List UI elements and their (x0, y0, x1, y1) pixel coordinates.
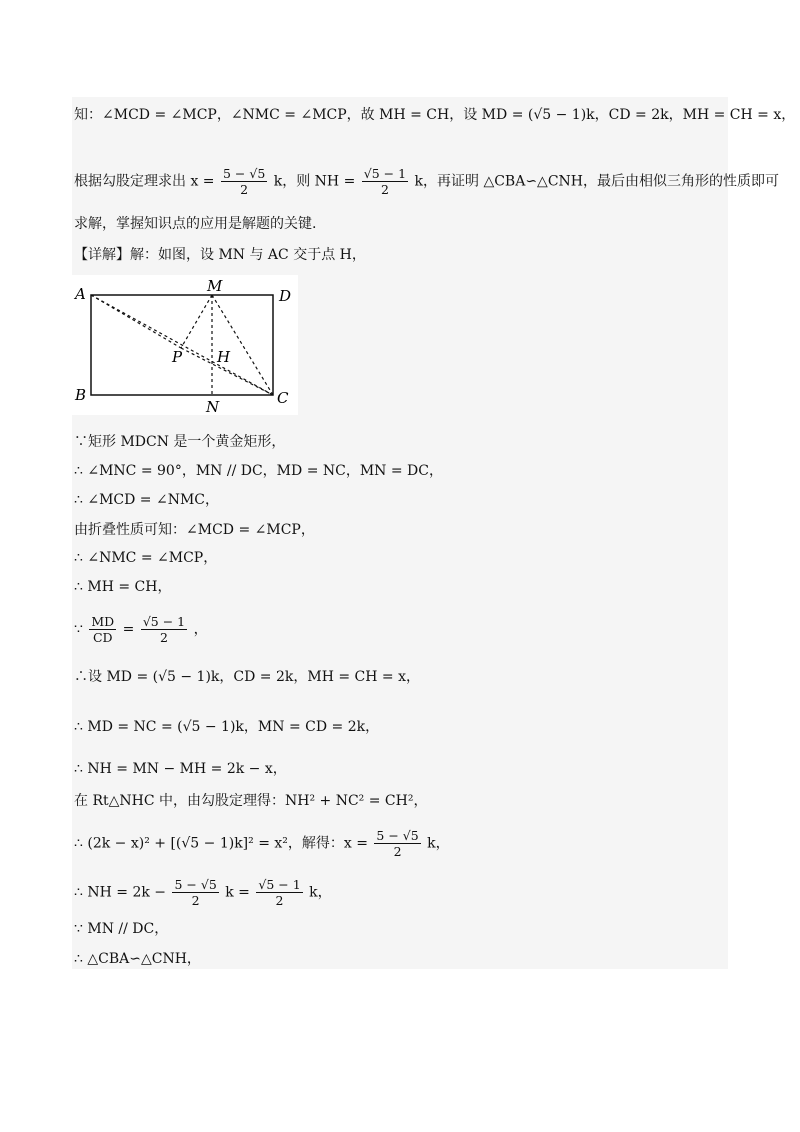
fraction-denominator: 2 (380, 182, 389, 197)
fraction-numerator: 5 − √5 (174, 877, 217, 892)
fraction-denominator: 2 (160, 630, 168, 645)
text-line-2-part-b: k，则 NH = (273, 173, 356, 190)
because-symbol: ∵ (74, 621, 83, 638)
figure-background (72, 275, 298, 415)
text-line-12: ∴设 MD = (√5 − 1)k，CD = 2k，MH = CH = x， (74, 669, 420, 685)
text-line-14: ∴ NH = MN − MH = 2k − x， (74, 761, 287, 777)
fraction-numerator: 5 − √5 (376, 828, 419, 843)
fraction-x-solution (374, 828, 420, 859)
fraction-x-value (221, 166, 267, 197)
text-line-19: ∴ △CBA∽△CNH， (74, 951, 201, 967)
text-line-2-part-a: 根据勾股定理求出 x = (74, 173, 215, 190)
text-line-16-part-a: ∴ (2k − x)² + [(√5 − 1)k]² = x²，解得：x = (74, 835, 368, 852)
label-h: H (217, 348, 231, 366)
text-line-7: ∴ ∠MCD = ∠NMC， (74, 492, 220, 508)
equals-sign: = (122, 621, 135, 638)
label-m: M (207, 277, 223, 295)
label-b: B (75, 386, 87, 404)
fraction-denominator: CD (92, 630, 113, 645)
fraction-md-cd (89, 614, 116, 645)
text-line-8: 由折叠性质可知：∠MCD = ∠MCP， (74, 522, 315, 538)
fraction-numerator: √5 − 1 (363, 166, 407, 181)
label-p: P (172, 348, 183, 366)
label-c: C (277, 389, 289, 407)
text-line-2 (74, 166, 779, 197)
fraction-denominator: 2 (191, 893, 200, 908)
fraction-subtracted (172, 877, 218, 908)
text-line-17-part-a: ∴ NH = 2k − (74, 884, 167, 901)
text-line-3: 求解，掌握知识点的应用是解题的关键. (74, 216, 317, 232)
fraction-denominator: 2 (240, 182, 249, 197)
text-line-6: ∴ ∠MNC = 90°，MN // DC，MD = NC，MN = DC， (74, 463, 443, 479)
text-line-5: ∵矩形 MDCN 是一个黄金矩形， (74, 434, 286, 450)
text-line-18: ∵ MN // DC， (74, 921, 169, 937)
text-line-2-part-c: k，再证明 △CBA∽△CNH，最后由相似三角形的性质即可 (414, 173, 779, 190)
text-line-17-part-b: k = (225, 884, 250, 901)
text-line-17-part-c: k， (309, 884, 332, 901)
comma: ， (193, 621, 208, 638)
label-n: N (206, 398, 220, 415)
text-line-4: 【详解】解：如图，设 MN 与 AC 交于点 H， (74, 247, 366, 263)
fraction-nh-result (256, 877, 302, 908)
text-line-11 (74, 614, 208, 645)
text-line-9: ∴ ∠NMC = ∠MCP， (74, 550, 218, 566)
label-d: D (279, 287, 292, 305)
text-line-13: ∴ MD = NC = (√5 − 1)k，MN = CD = 2k， (74, 719, 380, 735)
fraction-numerator: √5 − 1 (142, 614, 186, 629)
text-line-16 (74, 828, 450, 859)
fraction-numerator: √5 − 1 (258, 877, 301, 892)
text-line-16-part-b: k， (427, 835, 450, 852)
fraction-nh-value (362, 166, 408, 197)
text-line-17 (74, 877, 332, 908)
fraction-denominator: 2 (393, 844, 402, 859)
text-line-10: ∴ MH = CH， (74, 579, 172, 595)
label-a: A (75, 285, 86, 303)
fraction-denominator: 2 (275, 893, 284, 908)
fraction-numerator: MD (91, 614, 115, 629)
text-line-15: 在 Rt△NHC 中，由勾股定理得：NH² + NC² = CH²， (74, 793, 428, 809)
geometry-figure (72, 275, 298, 415)
fraction-golden-ratio (141, 614, 187, 645)
fraction-numerator: 5 − √5 (222, 166, 266, 181)
text-line-1: 知：∠MCD = ∠MCP，∠NMC = ∠MCP，故 MH = CH，设 MD = (√5 − 1)k，CD = 2k，MH = CH = x， (74, 107, 796, 123)
